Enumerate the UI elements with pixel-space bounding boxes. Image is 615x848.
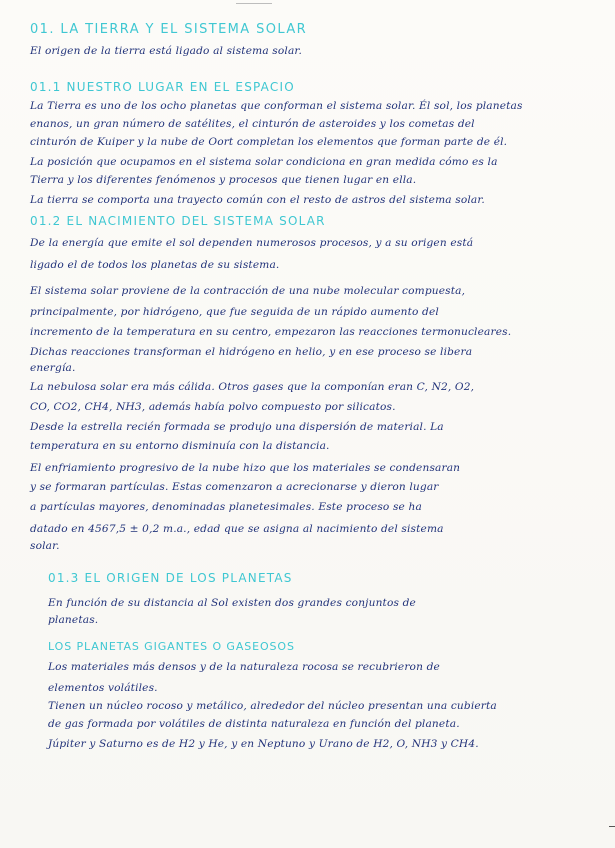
section-line: elementos volátiles. xyxy=(48,682,158,694)
section-heading: 01.3 EL ORIGEN DE LOS PLANETAS xyxy=(48,571,293,585)
section-line: La tierra se comporta una trayecto común con el resto de astros del sistema solar. xyxy=(30,194,485,206)
section-line: de gas formada por volátiles de distinta naturaleza en función del planeta. xyxy=(48,718,460,730)
section-line: solar. xyxy=(30,540,60,552)
section-line: CO, CO2, CH4, NH3, además había polvo compuesto por silicatos. xyxy=(30,401,396,413)
section-line: Júpiter y Saturno es de H2 y He, y en Neptuno y Urano de H2, O, NH3 y CH4. xyxy=(48,738,479,750)
section-line: Desde la estrella recién formada se produjo una dispersión de material. La xyxy=(30,421,444,433)
section-heading: 01.2 EL NACIMIENTO DEL SISTEMA SOLAR xyxy=(30,214,326,228)
scan-mark xyxy=(236,3,272,4)
section-line: y se formaran partículas. Estas comenzaron a acrecionarse y dieron lugar xyxy=(30,481,439,493)
section-line: cinturón de Kuiper y la nube de Oort completan los elementos que forman parte de él. xyxy=(30,136,508,148)
section-line: La nebulosa solar era más cálida. Otros gases que la componían eran C, N2, O2, xyxy=(30,381,475,393)
intro-text: El origen de la tierra está ligado al sistema solar. xyxy=(30,45,302,57)
section-heading: 01.1 NUESTRO LUGAR EN EL ESPACIO xyxy=(30,80,295,94)
section-line: Los materiales más densos y de la naturaleza rocosa se recubrieron de xyxy=(48,661,440,673)
section-line: enanos, un gran número de satélites, el cinturón de asteroides y los cometas del xyxy=(30,118,475,130)
section-line: incremento de la temperatura en su centro, empezaron las reacciones termonucleares. xyxy=(30,326,512,338)
section-line: datado en 4567,5 ± 0,2 m.a., edad que se asigna al nacimiento del sistema xyxy=(30,523,444,535)
section-line: a partículas mayores, denominadas planetesimales. Este proceso se ha xyxy=(30,501,422,513)
section-line: En función de su distancia al Sol existen dos grandes conjuntos de xyxy=(48,597,416,609)
section-line: El sistema solar proviene de la contracción de una nube molecular compuesta, xyxy=(30,285,466,297)
section-line: Tienen un núcleo rocoso y metálico, alrededor del núcleo presentan una cubierta xyxy=(48,700,497,712)
section-line: principalmente, por hidrógeno, que fue seguida de un rápido aumento del xyxy=(30,306,439,318)
page-title: 01. LA TIERRA Y EL SISTEMA SOLAR xyxy=(30,22,308,37)
section-line: El enfriamiento progresivo de la nube hizo que los materiales se condensaran xyxy=(30,462,461,474)
section-line: planetas. xyxy=(48,614,99,626)
subsection-heading: LOS PLANETAS GIGANTES O GASEOSOS xyxy=(48,640,295,653)
scan-mark xyxy=(609,826,615,827)
section-line: ligado el de todos los planetas de su sistema. xyxy=(30,259,280,271)
section-line: energía. xyxy=(30,362,76,374)
section-line: Dichas reacciones transforman el hidrógeno en helio, y en ese proceso se libera xyxy=(30,346,473,358)
section-line: De la energía que emite el sol dependen numerosos procesos, y a su origen está xyxy=(30,237,474,249)
section-line: temperatura en su entorno disminuía con la distancia. xyxy=(30,440,330,452)
section-line: Tierra y los diferentes fenómenos y procesos que tienen lugar en ella. xyxy=(30,174,417,186)
section-line: La posición que ocupamos en el sistema solar condiciona en gran medida cómo es la xyxy=(30,156,498,168)
section-line: La Tierra es uno de los ocho planetas que conforman el sistema solar. Él sol, los planetas xyxy=(30,100,523,112)
